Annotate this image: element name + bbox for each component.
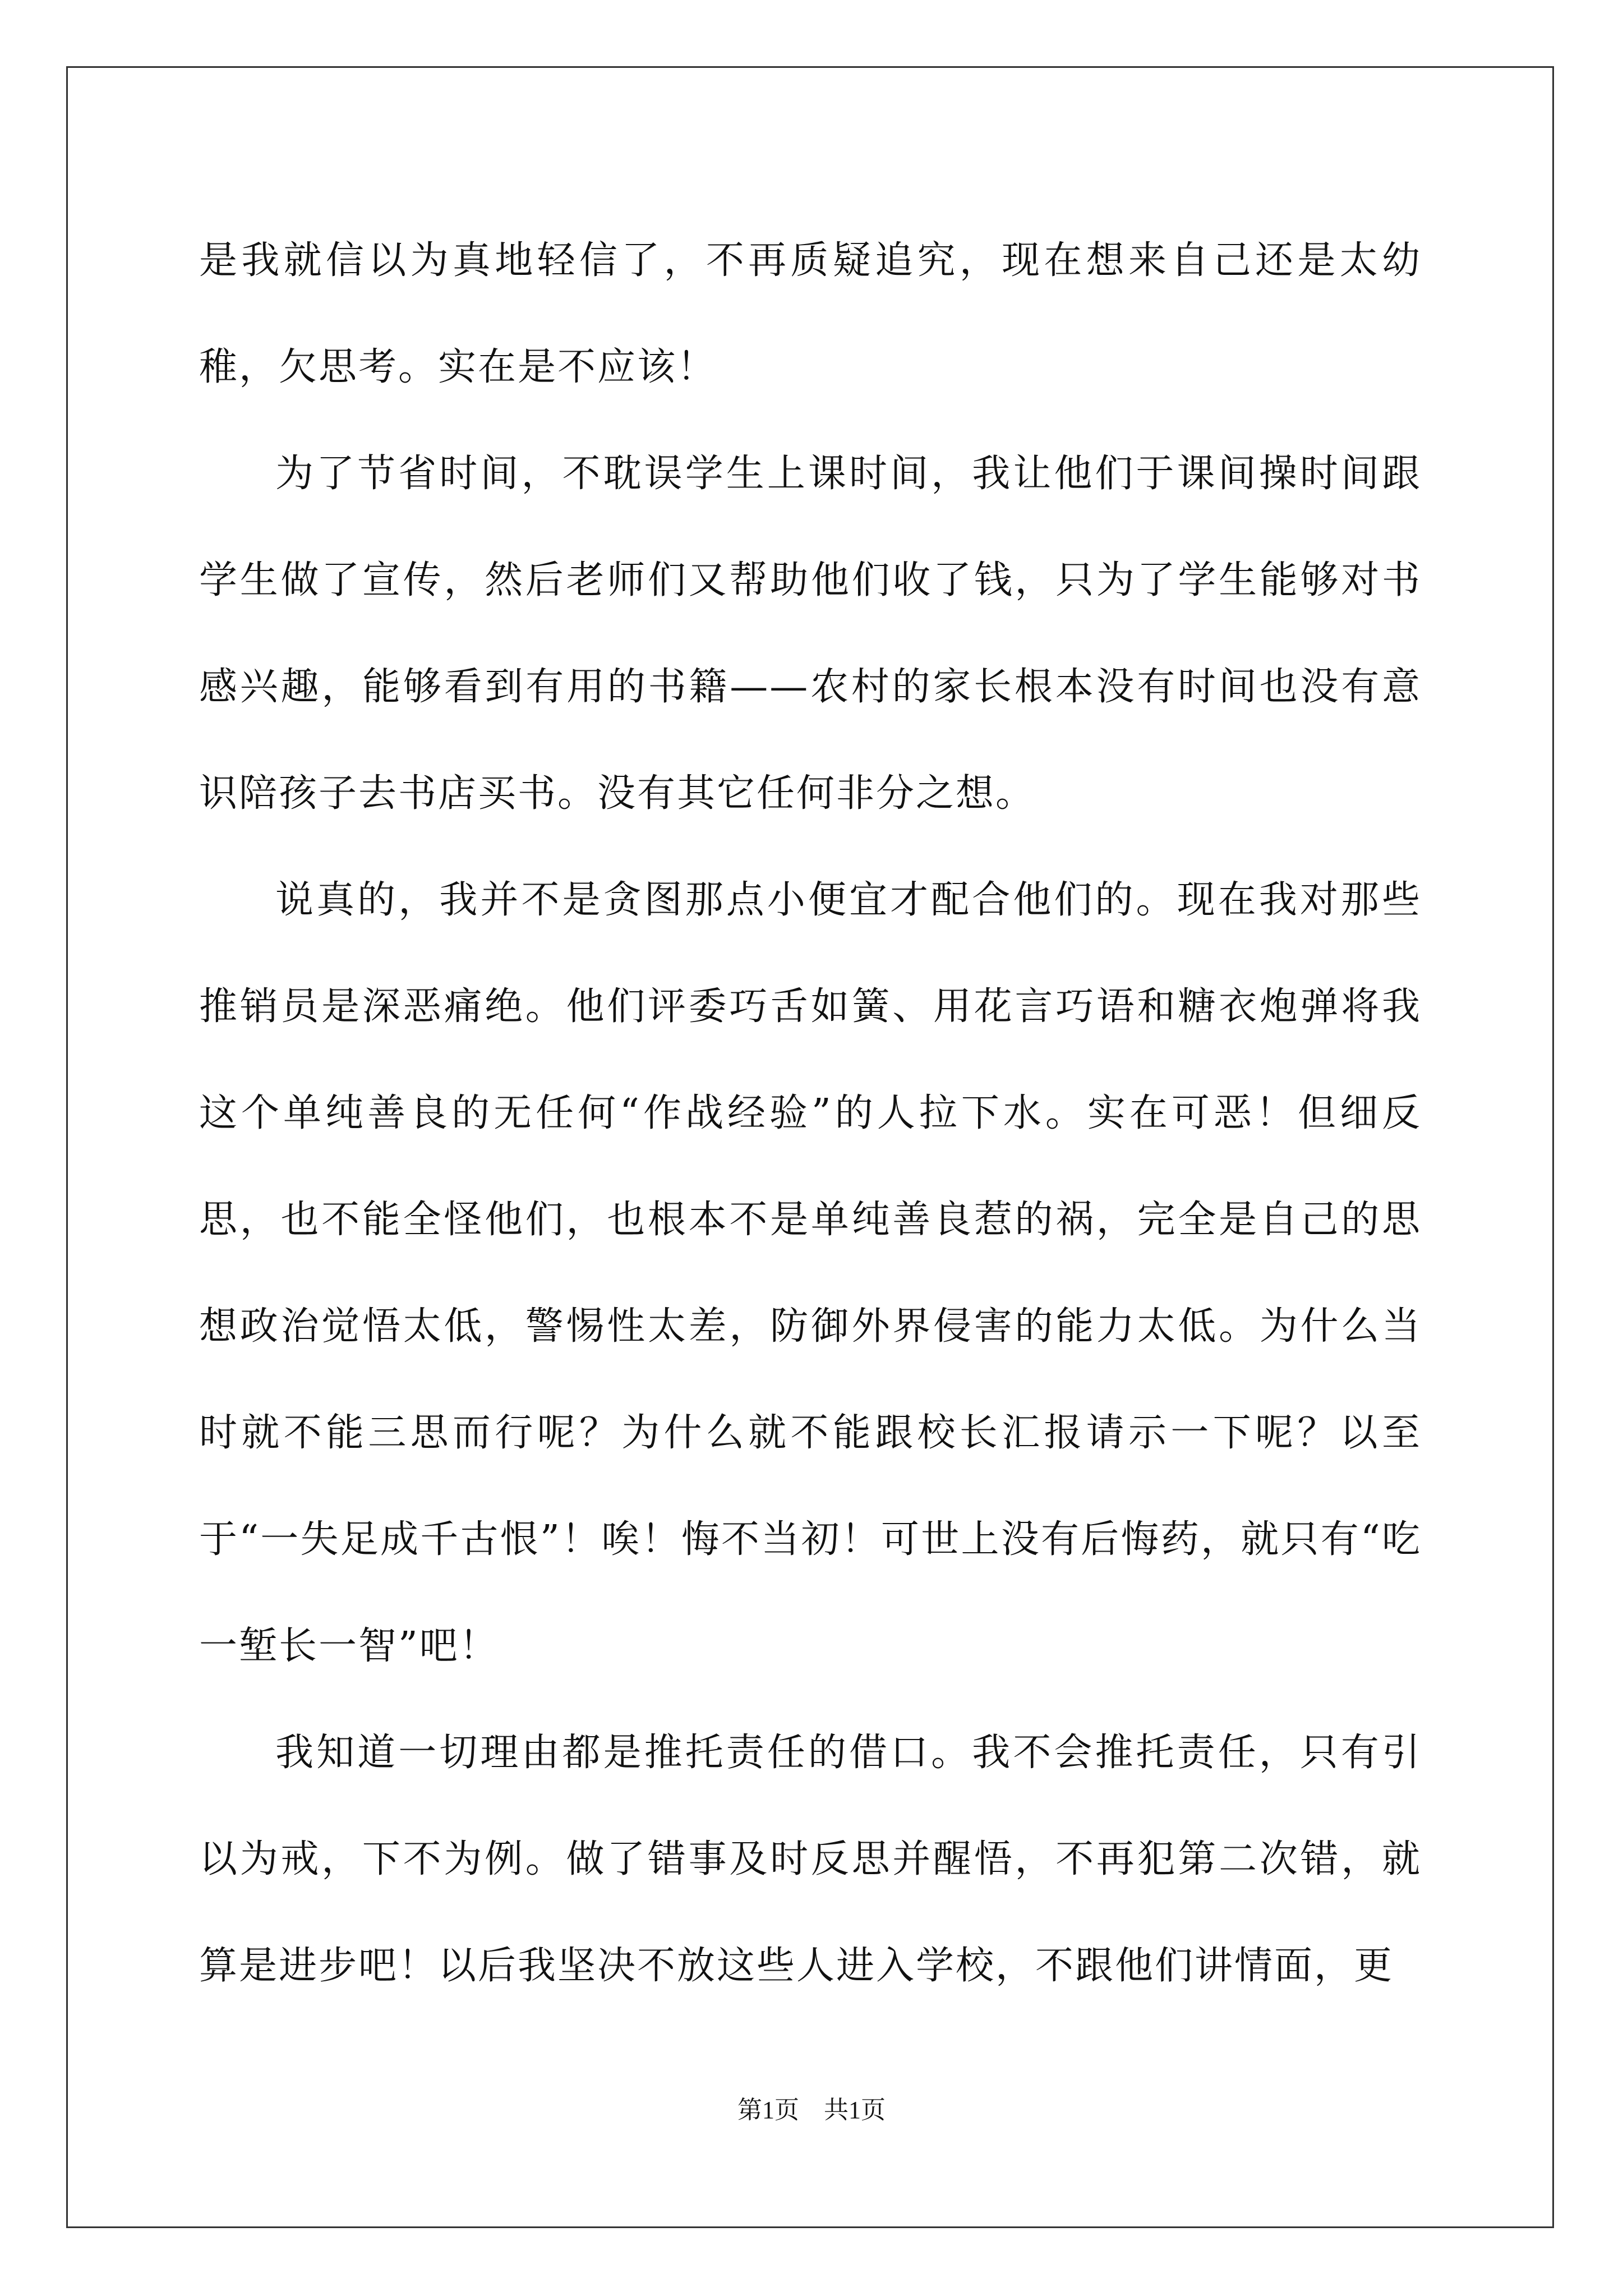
page-number-footer: 第1页 共1页 xyxy=(737,2096,886,2124)
paragraph-1: 是我就信以为真地轻信了，不再质疑追究，现在想来自己还是太幼稚，欠思考。实在是不应该！ xyxy=(199,238,1422,389)
paragraph-2: 为了节省时间，不耽误学生上课时间，我让他们于课间操时间跟学生做了宣传，然后老师们又帮助他们收了钱，只为了学生能够对书感兴趣，能够看到有用的书籍——农村的家长根本没有时间也没有意识陪孩子去书店买书。没有其它任何非分之想。 xyxy=(199,452,1422,816)
document-body xyxy=(199,208,1422,2019)
paragraph-3: 说真的，我并不是贪图那点小便宜才配合他们的。现在我对那些推销员是深恶痛绝。他们评委巧舌如簧、用花言巧语和糖衣炮弹将我这个单纯善良的无任何“作战经验”的人拉下水。实在可恶！但细反思，也不能全怪他们，也根本不是单纯善良惹的祸，完全是自己的思想政治觉悟太低，警惕性太差，防御外界侵害的能力太低。为什么当时就不能三思而行呢？为什么就不能跟校长汇报请示一下呢？以至于“一失足成千古恨”！唉！悔不当初！可世上没有后悔药，就只有“吃一堑长一智”吧！ xyxy=(199,878,1422,1668)
paragraph-4: 我知道一切理由都是推托责任的借口。我不会推托责任，只有引以为戒，下不为例。做了错事及时反思并醒悟，不再犯第二次错，就算是进步吧！以后我坚决不放这些人进入学校，不跟他们讲情面，更 xyxy=(199,1731,1422,1988)
